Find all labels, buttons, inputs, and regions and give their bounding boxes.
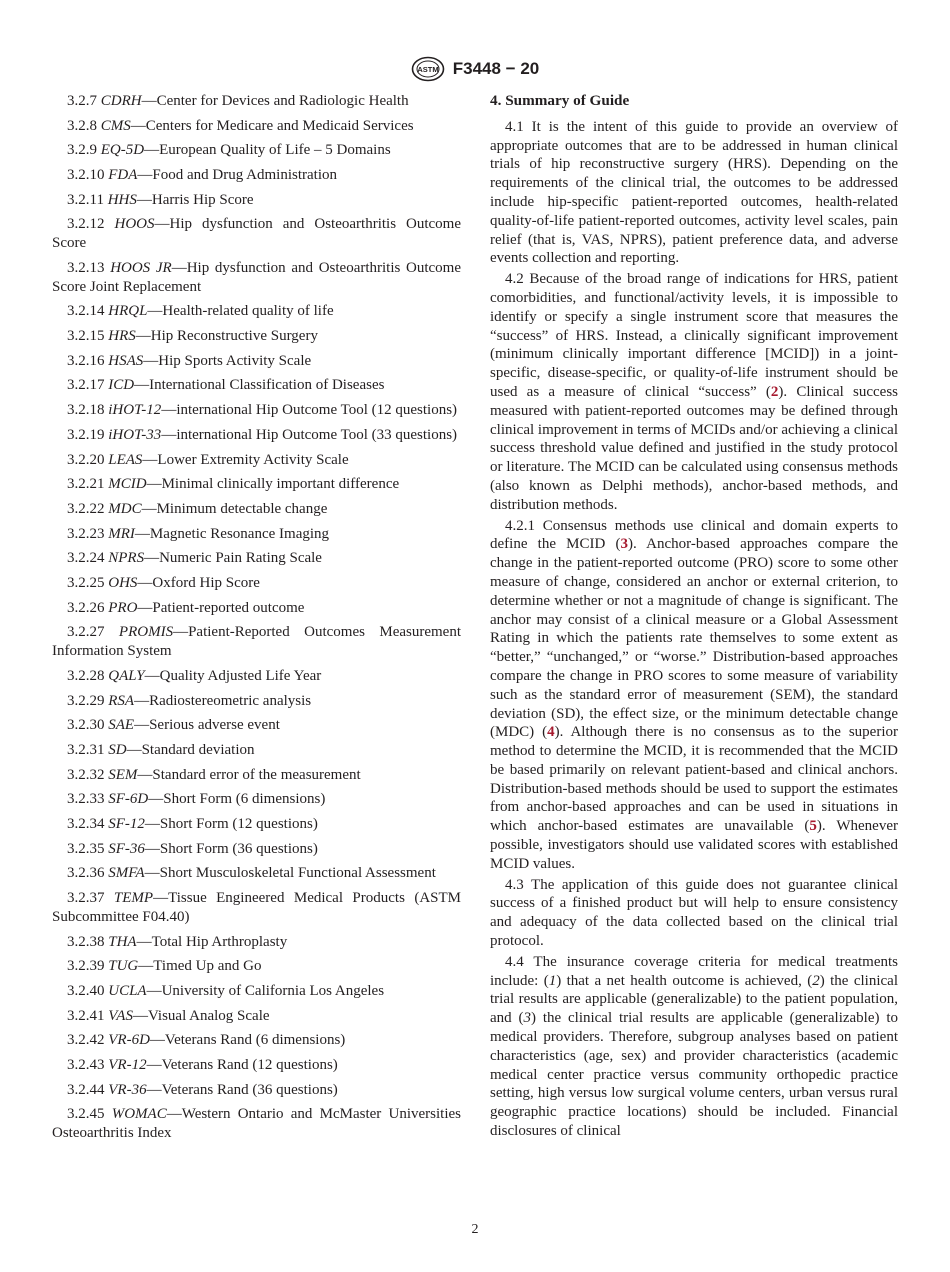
definition-term: MDC: [108, 500, 142, 517]
definition-item: 3.2.13 HOOS JR—Hip dysfunction and Osteoarthritis Outcome Score Joint Replacement: [52, 259, 462, 295]
definition-term: VR-6D: [108, 1032, 150, 1049]
definitions-column: [52, 92, 461, 1149]
definition-term: SD: [108, 741, 127, 758]
definition-term: EQ-5D: [100, 142, 145, 159]
paragraph-4-2: 4.2 Because of the broad range of indications for HRS, patient comorbidities, and functional/activity levels, it is impossible to identify or specify a single instrument score that measures the “success” of HRS. Instead, a clinically significant improvement (minimum clinically important difference [MCID]) in a joint-specific, disease-specific, or quality-of-life instrument should be used as a measure of clinical “success” (2). Clinical success measured with patient-reported outcomes may be defined through clinical improvement in terms of MCIDs and/or achieving a clinical success threshold value defined and justified in the study protocol or literature. The MCID can be calculated using consensus methods (also known as Delphi methods), anchor-based methods, and distribution methods.: [490, 271, 898, 513]
definition-term: iHOT-12: [108, 402, 162, 419]
definition-item: 3.2.34 SF-12—Short Form (12 questions): [67, 815, 318, 832]
definition-item: 3.2.11 HHS—Harris Hip Score: [67, 191, 254, 208]
definition-term: MCID: [108, 476, 147, 493]
definition-item: 3.2.7 CDRH—Center for Devices and Radiologic Health: [67, 93, 409, 109]
definition-term: FDA: [108, 167, 138, 184]
definition-item: 3.2.36 SMFA—Short Musculoskeletal Functional Assessment: [67, 865, 436, 882]
definition-term: SAE: [108, 717, 135, 734]
definition-item: 3.2.21 MCID—Minimal clinically important difference: [67, 476, 400, 493]
definition-item: 3.2.27 PROMIS—Patient-Reported Outcomes Measurement Information System: [52, 624, 461, 660]
definition-item: 3.2.38 THA—Total Hip Arthroplasty: [67, 933, 288, 950]
summary-column: [490, 92, 898, 1143]
definition-item: 3.2.31 SD—Standard deviation: [67, 741, 255, 758]
logo-text: ASTM: [417, 65, 439, 74]
definition-item: 3.2.28 QALY—Quality Adjusted Life Year: [67, 667, 322, 684]
definition-term: HRQL: [108, 303, 148, 320]
paragraph-4-4: 4.4 The insurance coverage criteria for medical treatments include: (1) that a net health outcome is achieved, (2) the clinical trial results are applicable (generalizable) to the patient population, and (3) the clinical trial results are applicable (generalizable) to medical providers. Therefore, subgroup analyses based on patient characteristics (age, sex) and provider characteristics (academic medical center practice versus community orthopedic practice setting, high versus low surgical volume centers, urban versus rural geographic practice locations) should be included. Financial disclosures of clinical: [490, 953, 899, 1140]
definition-term: HOOS: [114, 216, 155, 233]
definition-term: PRO: [108, 599, 138, 616]
definition-item: 3.2.45 WOMAC—Western Ontario and McMaster Universities Osteoarthritis Index: [52, 1106, 462, 1142]
definition-term: SF-36: [108, 840, 145, 857]
definition-item: 3.2.10 FDA—Food and Drug Administration: [67, 167, 337, 184]
definition-term: VR-36: [108, 1081, 147, 1098]
definition-term: iHOT-33: [108, 426, 162, 443]
definition-item: 3.2.35 SF-36—Short Form (36 questions): [67, 840, 318, 857]
paragraph-4-2-1: 4.2.1 Consensus methods use clinical and domain experts to define the MCID (3). Anchor-based approaches compare the change in the patient-reported outcome (PRO) score to some other measure of change, considered an anchor or external criterion, to determine whether or not a magnitude of change is significant. The anchor may consist of a clinical measure or a Global Assessment Rating in which the patients rate themselves to some extent as “better,” “unchanged,” or “worse.” Distribution-based approaches compare the change in PRO scores to some measure of variability such as the standard error of measurement (SEM), the standard deviation (SD), the effect size, or the minimum detectable change (MDC) (4). Although there is no consensus as to the superior method to determine the MCID, it is recommended that the MCID be based primarily on relevant patient-based and clinical anchors. Distribution-based methods should be used to support the estimates from anchor-based approaches and can be used in situations in which anchor-based estimates are unavailable (5). Whenever possible, investigators should use validated scores with established MCID values.: [490, 517, 898, 872]
paragraph-4-1: 4.1 It is the intent of this guide to provide an overview of appropriate outcomes that are to be addressed in human clinical trials of hip reconstructive surgery (HRS). Depending on the requirements of the clinical trial, the outcomes to be addressed include hip-specific patient-reported outcomes, health-related quality-of-life patient-reported outcomes, activity level scales, pain relief (that is, VAS, NPRS), patient preference data, and adverse events collection and reporting.: [490, 118, 898, 267]
definition-term: SF-12: [108, 815, 145, 832]
definition-term: UCLA: [108, 982, 147, 999]
definition-item: 3.2.41 VAS—Visual Analog Scale: [67, 1007, 270, 1024]
definition-term: VR-12: [108, 1056, 147, 1073]
definition-item: 3.2.39 TUG—Timed Up and Go: [67, 958, 262, 975]
definition-item: 3.2.22 MDC—Minimum detectable change: [67, 500, 328, 517]
definition-item: 3.2.25 OHS—Oxford Hip Score: [67, 574, 260, 591]
definition-term: HSAS: [108, 352, 144, 369]
page-header: [0, 56, 950, 82]
definition-term: NPRS: [108, 550, 145, 567]
definition-term: RSA: [108, 692, 135, 709]
definition-item: 3.2.9 EQ-5D—European Quality of Life – 5 Domains: [67, 142, 391, 159]
definition-item: 3.2.40 UCLA—University of California Los Angeles: [67, 982, 385, 999]
definition-item: 3.2.15 HRS—Hip Reconstructive Surgery: [67, 328, 318, 345]
definition-item: 3.2.14 HRQL—Health-related quality of life: [67, 303, 334, 320]
definition-term: OHS: [108, 574, 138, 591]
definition-item: 3.2.12 HOOS—Hip dysfunction and Osteoarthritis Outcome Score: [52, 216, 462, 252]
definition-item: 3.2.20 LEAS—Lower Extremity Activity Scale: [67, 451, 349, 468]
reference-link[interactable]: 3: [620, 536, 629, 553]
definition-item: 3.2.18 iHOT-12—international Hip Outcome Tool (12 questions): [67, 402, 458, 419]
definition-term: CMS: [100, 117, 131, 134]
definition-term: TUG: [108, 958, 139, 975]
definition-term: VAS: [108, 1007, 133, 1024]
definition-term: SF-6D: [108, 791, 149, 808]
definition-item: 3.2.23 MRI—Magnetic Resonance Imaging: [67, 525, 330, 542]
standard-designation: F3448 − 20: [452, 59, 540, 78]
definition-item: 3.2.19 iHOT-33—international Hip Outcome Tool (33 questions): [67, 426, 458, 443]
definition-item: 3.2.32 SEM—Standard error of the measurement: [67, 766, 361, 783]
definition-term: SEM: [108, 766, 138, 783]
reference-link[interactable]: 2: [770, 383, 779, 400]
definition-item: 3.2.29 RSA—Radiostereometric analysis: [67, 692, 312, 709]
definition-term: PROMIS: [118, 624, 174, 641]
reference-link[interactable]: 5: [809, 818, 817, 835]
definition-item: 3.2.24 NPRS—Numeric Pain Rating Scale: [67, 550, 322, 567]
definition-term: HHS: [107, 191, 137, 208]
definition-item: 3.2.42 VR-6D—Veterans Rand (6 dimensions): [67, 1032, 346, 1049]
definition-term: HRS: [108, 328, 136, 345]
definition-term: QALY: [108, 667, 145, 684]
definition-term: MRI: [108, 525, 135, 542]
definition-term: HOOS JR: [110, 259, 172, 276]
paragraph-4-3: 4.3 The application of this guide does not guarantee clinical success of a finished product but will help to ensure consistency and adequacy of the data collected based on the clinical trial protocol.: [490, 876, 898, 950]
definition-term: TEMP: [113, 890, 154, 907]
definition-term: CDRH: [100, 93, 142, 109]
definition-term: SMFA: [108, 865, 145, 882]
reference-link[interactable]: 4: [547, 724, 555, 741]
definition-item: 3.2.33 SF-6D—Short Form (6 dimensions): [67, 791, 326, 808]
definition-item: 3.2.8 CMS—Centers for Medicare and Medicaid Services: [67, 117, 414, 134]
definition-term: WOMAC: [111, 1106, 167, 1123]
astm-logo-icon: [411, 56, 445, 82]
definition-item: 3.2.37 TEMP—Tissue Engineered Medical Products (ASTM Subcommittee F04.40): [52, 890, 462, 925]
definition-item: 3.2.26 PRO—Patient-reported outcome: [67, 599, 305, 616]
definition-item: 3.2.16 HSAS—Hip Sports Activity Scale: [67, 352, 312, 369]
definition-term: ICD: [108, 377, 135, 394]
definition-item: 3.2.43 VR-12—Veterans Rand (12 questions): [67, 1056, 338, 1073]
definition-term: THA: [108, 933, 137, 950]
definition-item: 3.2.44 VR-36—Veterans Rand (36 questions): [67, 1081, 338, 1098]
definition-item: 3.2.17 ICD—International Classification of Diseases: [67, 377, 385, 394]
definition-item: 3.2.30 SAE—Serious adverse event: [67, 717, 280, 734]
definition-term: LEAS: [108, 451, 143, 468]
section-heading: 4. Summary of Guide: [490, 92, 630, 109]
page-number: 2: [471, 1222, 479, 1237]
